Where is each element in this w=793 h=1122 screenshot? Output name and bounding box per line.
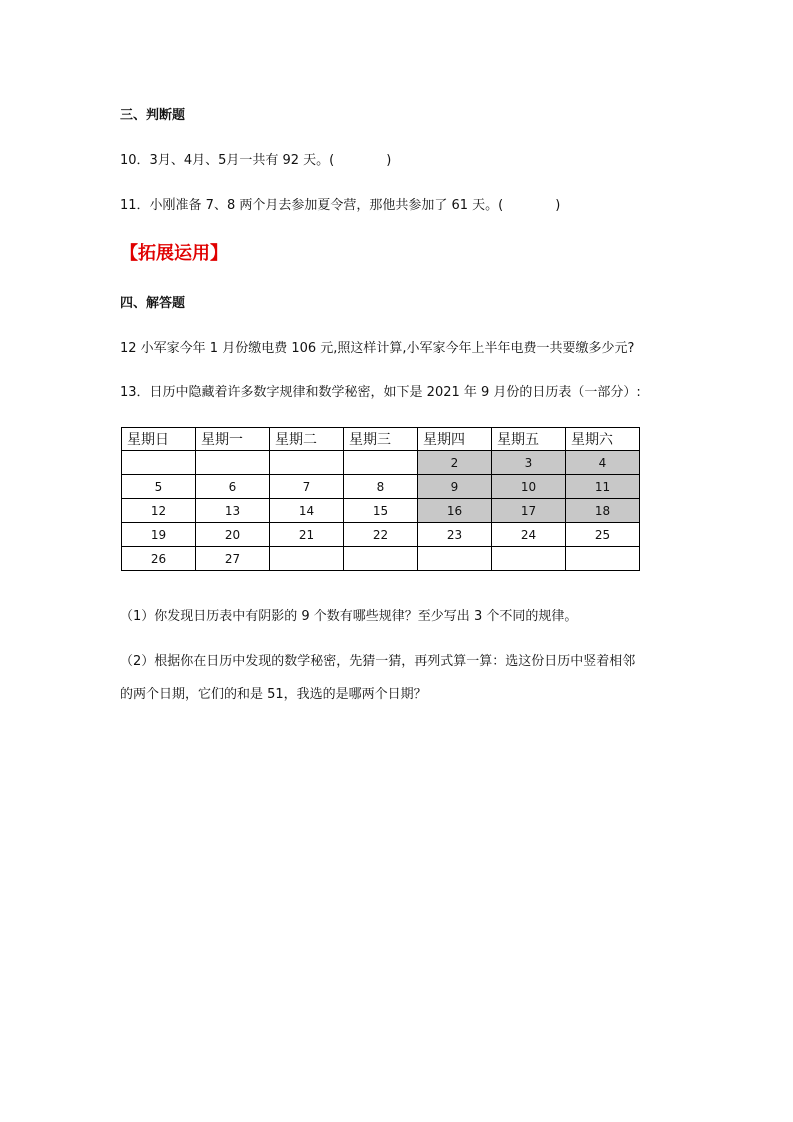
calendar-cell	[270, 451, 344, 475]
sub-question-1: （1）你发现日历表中有阴影的 9 个数有哪些规律？至少写出 3 个不同的规律。	[120, 609, 578, 624]
question-11: 11．小刚准备 7、8 两个月去参加夏令营，那他共参加了 61 天。( )	[120, 198, 561, 213]
calendar-cell-shaded: 2	[418, 451, 492, 475]
calendar-cell: 13	[196, 499, 270, 523]
calendar-cell-shaded: 4	[566, 451, 640, 475]
calendar-cell: 23	[418, 523, 492, 547]
header-thursday: 星期四	[418, 428, 492, 451]
calendar-cell-shaded: 10	[492, 475, 566, 499]
question-12: 12 小军家今年 1 月份缴电费 106 元,照这样计算,小军家今年上半年电费一共要缴多少元?	[120, 341, 635, 356]
question-10: 10．3月、4月、5月一共有 92 天。( )	[120, 153, 392, 168]
calendar-cell	[418, 547, 492, 571]
calendar-cell: 6	[196, 475, 270, 499]
calendar-cell-shaded: 17	[492, 499, 566, 523]
calendar-row	[122, 451, 640, 475]
calendar-cell-shaded: 18	[566, 499, 640, 523]
calendar-row	[122, 475, 640, 499]
calendar-cell	[566, 547, 640, 571]
calendar-cell: 19	[122, 523, 196, 547]
calendar-cell	[492, 547, 566, 571]
calendar-row	[122, 523, 640, 547]
section3-heading: 三、判断题	[120, 108, 186, 123]
calendar-cell: 8	[344, 475, 418, 499]
calendar-cell: 26	[122, 547, 196, 571]
section4-heading: 四、解答题	[120, 296, 186, 311]
calendar-cell: 15	[344, 499, 418, 523]
calendar-cell-shaded: 11	[566, 475, 640, 499]
calendar-cell: 24	[492, 523, 566, 547]
calendar-row	[122, 499, 640, 523]
calendar-cell: 7	[270, 475, 344, 499]
calendar-cell	[122, 451, 196, 475]
calendar-cell: 25	[566, 523, 640, 547]
calendar-cell-shaded: 16	[418, 499, 492, 523]
calendar-cell: 27	[196, 547, 270, 571]
calendar-cell: 21	[270, 523, 344, 547]
calendar-cell: 12	[122, 499, 196, 523]
extension-banner: 【拓展运用】	[120, 243, 228, 264]
header-saturday: 星期六	[566, 428, 640, 451]
calendar-cell: 14	[270, 499, 344, 523]
calendar-row	[122, 547, 640, 571]
sub-question-2-line-1: （2）根据你在日历中发现的数学秘密，先猜一猜，再列式算一算：选这份日历中竖着相邻	[120, 654, 636, 669]
calendar-table	[121, 427, 640, 571]
calendar-cell: 5	[122, 475, 196, 499]
header-monday: 星期一	[196, 428, 270, 451]
header-friday: 星期五	[492, 428, 566, 451]
header-sunday: 星期日	[122, 428, 196, 451]
calendar-cell-shaded: 3	[492, 451, 566, 475]
header-tuesday: 星期二	[270, 428, 344, 451]
calendar-cell	[344, 547, 418, 571]
question-13: 13．日历中隐藏着许多数字规律和数学秘密，如下是 2021 年 9 月份的日历表（一部分）:	[120, 385, 641, 400]
calendar-cell	[196, 451, 270, 475]
calendar-header-row	[122, 428, 640, 451]
calendar-cell: 20	[196, 523, 270, 547]
header-wednesday: 星期三	[344, 428, 418, 451]
calendar-cell-shaded: 9	[418, 475, 492, 499]
calendar-cell: 22	[344, 523, 418, 547]
sub-question-2-line-2: 的两个日期，它们的和是 51，我选的是哪两个日期？	[120, 687, 427, 702]
calendar-cell	[270, 547, 344, 571]
calendar-cell	[344, 451, 418, 475]
